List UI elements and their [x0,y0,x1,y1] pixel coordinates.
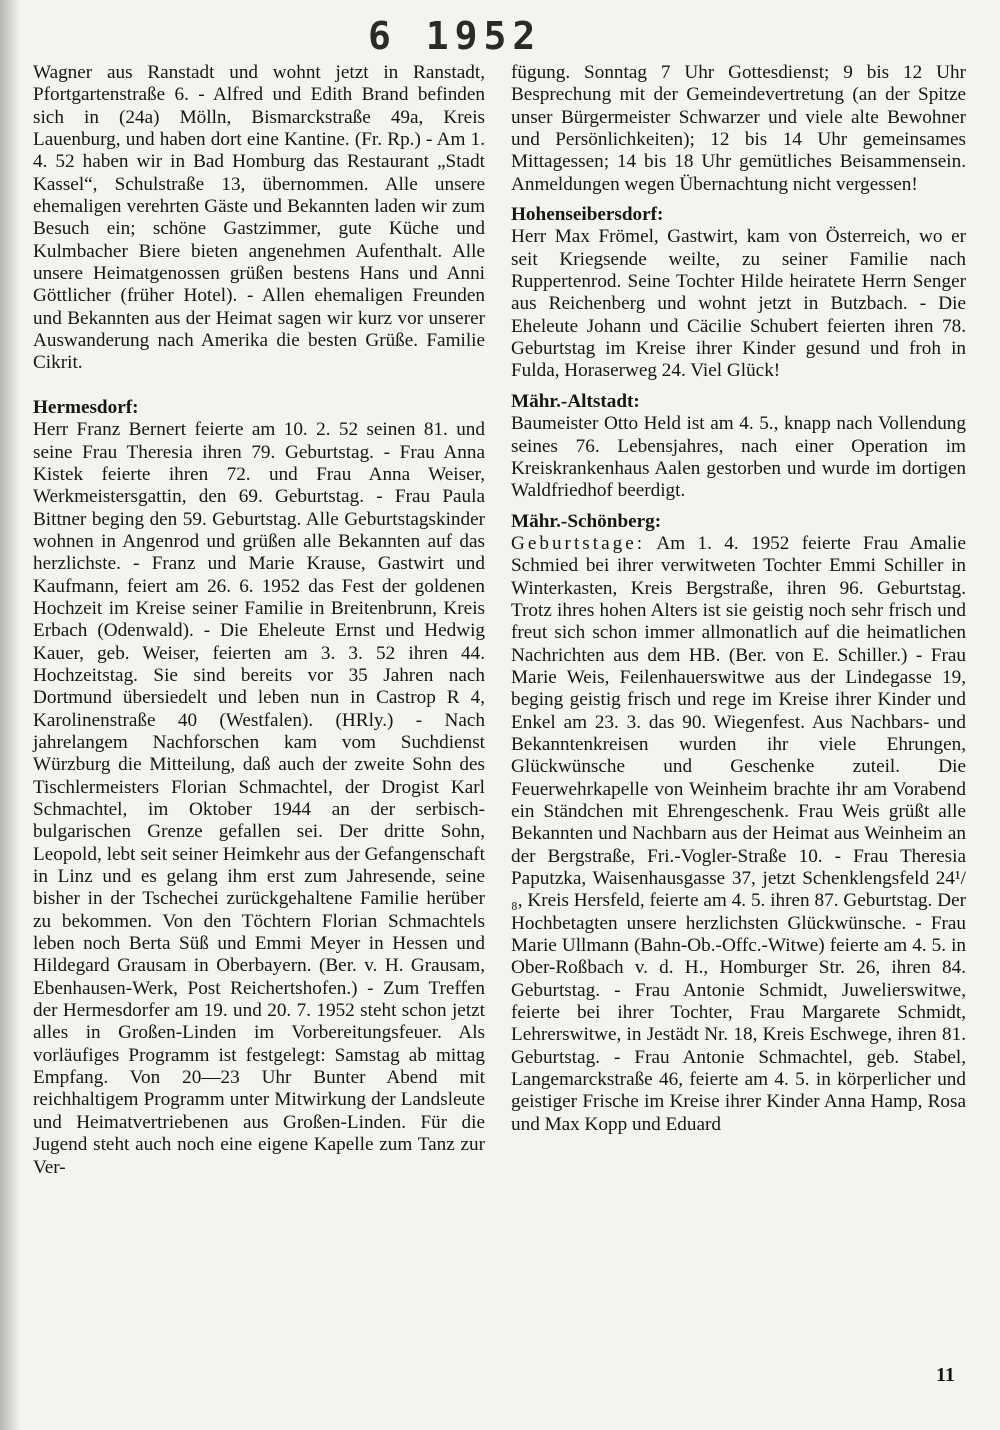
spacer [33,375,485,389]
paragraph-ranstadt: Wagner aus Ranstadt und wohnt jetzt in Ranstadt, Pfortgartenstraße 6. - Alfred und Edith Brand befinden sich in (24a) Mölln, Bismarckstraße 49a, Kreis Lauenburg, und haben dort eine Kantine. (Fr. Rp.) - Am 1. 4. 52 haben wir in Bad Homburg das Restaurant „Stadt Kassel“, Schulstraße 13, übernommen. Alle unsere ehemaligen verehrten Gäste und Bekannten laden wir zum Besuch ein; schöne Gastzimmer, gute Küche und Kulmbacher Biere bieten angenehmen Aufenthalt. Alle unsere Heimatgenossen grüßen bestens Hans und Anni Göttlicher (früher Hotel). - Allen ehemaligen Freunden und Bekannten aus der Heimat sagen wir kurz vor unserer Auswanderung nach Amerika die besten Grüße. Familie Cikrit. [33,62,485,374]
paragraph-maehr-altstadt: Baumeister Otto Held ist am 4. 5., knapp nach Vollendung seines 76. Lebensjahres, nach einer Operation im Kreiskrankenhaus Aalen gestorben und wurde im dortigen Waldfriedhof beerdigt. [511,413,966,502]
heading-maehr-altstadt: Mähr.-Altstadt: [511,390,640,412]
right-column [511,62,966,1136]
text-geburtstage: Am 1. 4. 1952 feierte Frau Amalie Schmied bei ihrer verwitweten Tochter Emmi Schiller in Winterkasten, Kreis Bergstraße, ihren 96. Geburtstag. Trotz ihres hohen Alters ist sie geistig noch sehr frisch und freut sich schon immer allmonatlich auf die heimatlichen Nachrichten aus dem HB. (Ber. von E. Schiller.) - Frau Marie Weis, Feilenhauerswitwe aus der Lindegasse 19, beging geistig frisch und rege im Kreise ihrer Kinder und Enkel am 23. 3. das 90. Wiegenfest. Aus Nachbars- und Bekanntenkreisen wurden ihr viele Ehrungen, Glückwünsche und Geschenke zuteil. Die Feuerwehrkapelle von Weinheim brachte ihr am Vorabend ein Ständchen mit Ehrengeschenk. Frau Weis grüßt alle Bekannten und Nachbarn aus der Heimat aus Weinheim an der Bergstraße, Fri.-Vogler-Straße 10. - Frau Theresia Paputzka, Waisenhausgasse 37, jetzt Schenklengsfeld 24¹/₈, Kreis Hersfeld, feierte am 4. 5. ihren 87. Geburtstag. Der Hochbetagten unsere herzlichsten Glückwünsche. - Frau Marie Ullmann (Bahn-Ob.-Offc.-Witwe) feierte am 4. 5. in Ober-Roßbach v. d. H., Homburger Str. 26, ihren 84. Geburtstag. - Frau Antonie Schmidt, Juwelierswitwe, feierte bei ihrer Tochter, Frau Margarete Schmidt, Lehrerswitwe, in Jestädt Nr. 18, Kreis Eschwege, ihren 81. Geburtstag. - Frau Antonie Schmachtel, geb. Stabel, Langemarckstraße 46, feierte am 4. 5. in körperlicher und geistiger Frische im Kreise ihrer Kinder Anna Hamp, Rosa und Max Kopp und Eduard [511,532,966,1135]
issue-stamp: 6 1952 [368,14,542,58]
left-column [33,62,485,1179]
paragraph-program: fügung. Sonntag 7 Uhr Gottesdienst; 9 bis 12 Uhr Besprechung mit der Gemeindevertretung (an der Spitze unser Bürgermeister Schwarzer und viele alte Bewohner und Persönlichkeiten); 12 bis 14 Uhr gemeinsames Mittagessen; 14 bis 18 Uhr gemütliches Beisammensein. Anmeldungen wegen Übernachtung nicht vergessen! [511,62,966,195]
paragraph-hohenseibersdorf: Herr Max Frömel, Gastwirt, kam von Österreich, wo er seit Kriegsende weilte, zu seiner Familie nach Ruppertenrod. Seine Tochter Hilde heiratete Herrn Senger aus Reichenberg und wohnt jetzt in Butzbach. - Die Eheleute Johann und Cäcilie Schubert feierten ihren 78. Geburtstag im Kreise ihrer Kinder gesund und froh in Fulda, Horaserweg 24. Viel Glück! [511,226,966,382]
book-binding-shadow [0,0,20,1430]
paragraph-hermesdorf: Herr Franz Bernert feierte am 10. 2. 52 seinen 81. und seine Frau Theresia ihren 79. Geburtstag. - Frau Anna Kistek feierte ihren 72. und Frau Anna Weiser, Werkmeistersgattin, den 69. Geburtstag. - Frau Paula Bittner beging den 59. Geburtstag. Alle Geburtstagskinder wohnen in Angenrod und grüßen alle Bekannten auf das herzlichste. - Franz und Marie Krause, Gastwirt und Kaufmann, feiert am 26. 6. 1952 das Fest der goldenen Hochzeit im Kreise seiner Familie in Breitenbrunn, Kreis Erbach (Odenwald). - Die Eheleute Ernst und Hedwig Kauer, geb. Weiser, feierten am 3. 3. 52 ihren 44. Hochzeitstag. Sie sind bereits vor 35 Jahren nach Dortmund übersiedelt und leben nun in Castrop R 4, Karolinenstraße 40 (Westfalen). (HRly.) - Nach jahrelangem Nachforschen kam vom Suchdienst Würzburg die Mitteilung, daß auch der zweite Sohn des Tischlermeisters Florian Schmachtel, der Drogist Karl Schmachtel, im Oktober 1944 an der serbisch-bulgarischen Grenze gefallen sei. Der dritte Sohn, Leopold, lebt seit seiner Heimkehr aus der Gefangenschaft in Linz und es gelang ihm erst zum Jahresende, seine bisher in der Tschechei zurückgehaltene Familie herüber zu bekommen. Von den Töchtern Florian Schmachtels leben noch Berta Süß und Emmi Meyer in Hessen und Hildegard Grausam in Oberbayern. (Ber. v. H. Grausam, Ebenhausen-Werk, Post Reichertshofen.) - Zum Treffen der Hermesdorfer am 19. und 20. 7. 1952 steht schon jetzt alles in Großen-Linden im Vorbereitungsfeuer. Als vorläufiges Programm ist festgelegt: Samstag ab mittag Empfang. Von 20—23 Uhr Bunter Abend mit reichhaltigem Programm unter Mitwirkung der Landsleute und Heimatvertriebenen aus Großen-Linden. Für die Jugend steht auch noch eine eigene Kapelle zum Tanz zur Ver- [33,419,485,1178]
label-geburtstage: Geburtstage: [511,532,646,554]
heading-maehr-schoenberg: Mähr.-Schönberg: [511,510,662,532]
heading-hermesdorf: Hermesdorf: [33,396,139,418]
paragraph-maehr-schoenberg [511,533,966,1136]
page-number: 11 [936,1364,955,1386]
heading-hohenseibersdorf: Hohenseibersdorf: [511,204,664,226]
